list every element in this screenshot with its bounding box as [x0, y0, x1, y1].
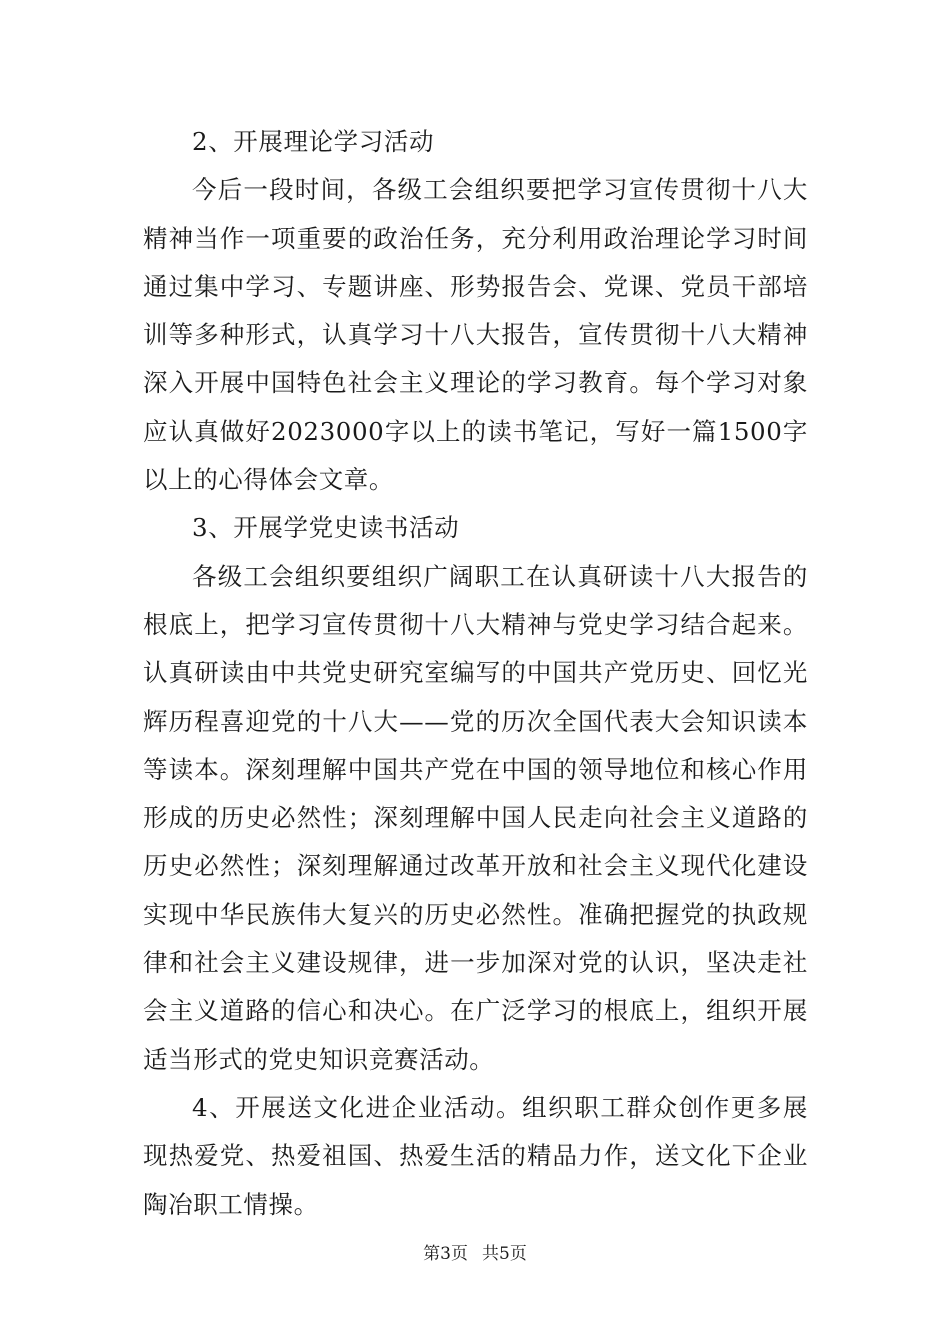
- page-number: 第3页: [423, 1244, 468, 1264]
- section-heading-3: 3、开展学党史读书活动: [192, 513, 460, 543]
- paragraph-culture-to-enterprise: 4、开展送文化进企业活动。组织职工群众创作更多展现热爱党、热爱祖国、热爱生活的精品力作，送文化下企业陶冶职工情操。: [143, 1092, 808, 1219]
- paragraph-party-history: 各级工会组织要组织广阔职工在认真研读十八大报告的根底上，把学习宣传贯彻十八大精神与党史学习结合起来。认真研读由中共党史研究室编写的中国共产党历史、回忆光辉历程喜迎党的十八大——党的历次全国代表大会知识读本等读本。深刻理解中国共产党在中国的领导地位和核心作用形成的历史必然性；深刻理解中国人民走向社会主义道路的历史必然性；深刻理解通过改革开放和社会主义现代化建设实现中华民族伟大复兴的历史必然性。准确把握党的执政规律和社会主义建设规律，进一步加深对党的认识，坚决走社会主义道路的信心和决心。在广泛学习的根底上，组织开展适当形式的党史知识竞赛活动。: [143, 561, 808, 1074]
- page-total: 共5页: [482, 1244, 527, 1264]
- paragraph-theory-study: 今后一段时间，各级工会组织要把学习宣传贯彻十八大精神当作一项重要的政治任务，充分利用政治理论学习时间通过集中学习、专题讲座、形势报告会、党课、党员干部培训等多种形式，认真学习十八大报告，宣传贯彻十八大精神深入开展中国特色社会主义理论的学习教育。每个学习对象应认真做好2023000字以上的读书笔记，写好一篇1500字以上的心得体会文章。: [143, 175, 808, 495]
- section-heading-2: 2、开展理论学习活动: [192, 127, 435, 156]
- document-body: [143, 118, 808, 1229]
- page-footer: [0, 1242, 950, 1266]
